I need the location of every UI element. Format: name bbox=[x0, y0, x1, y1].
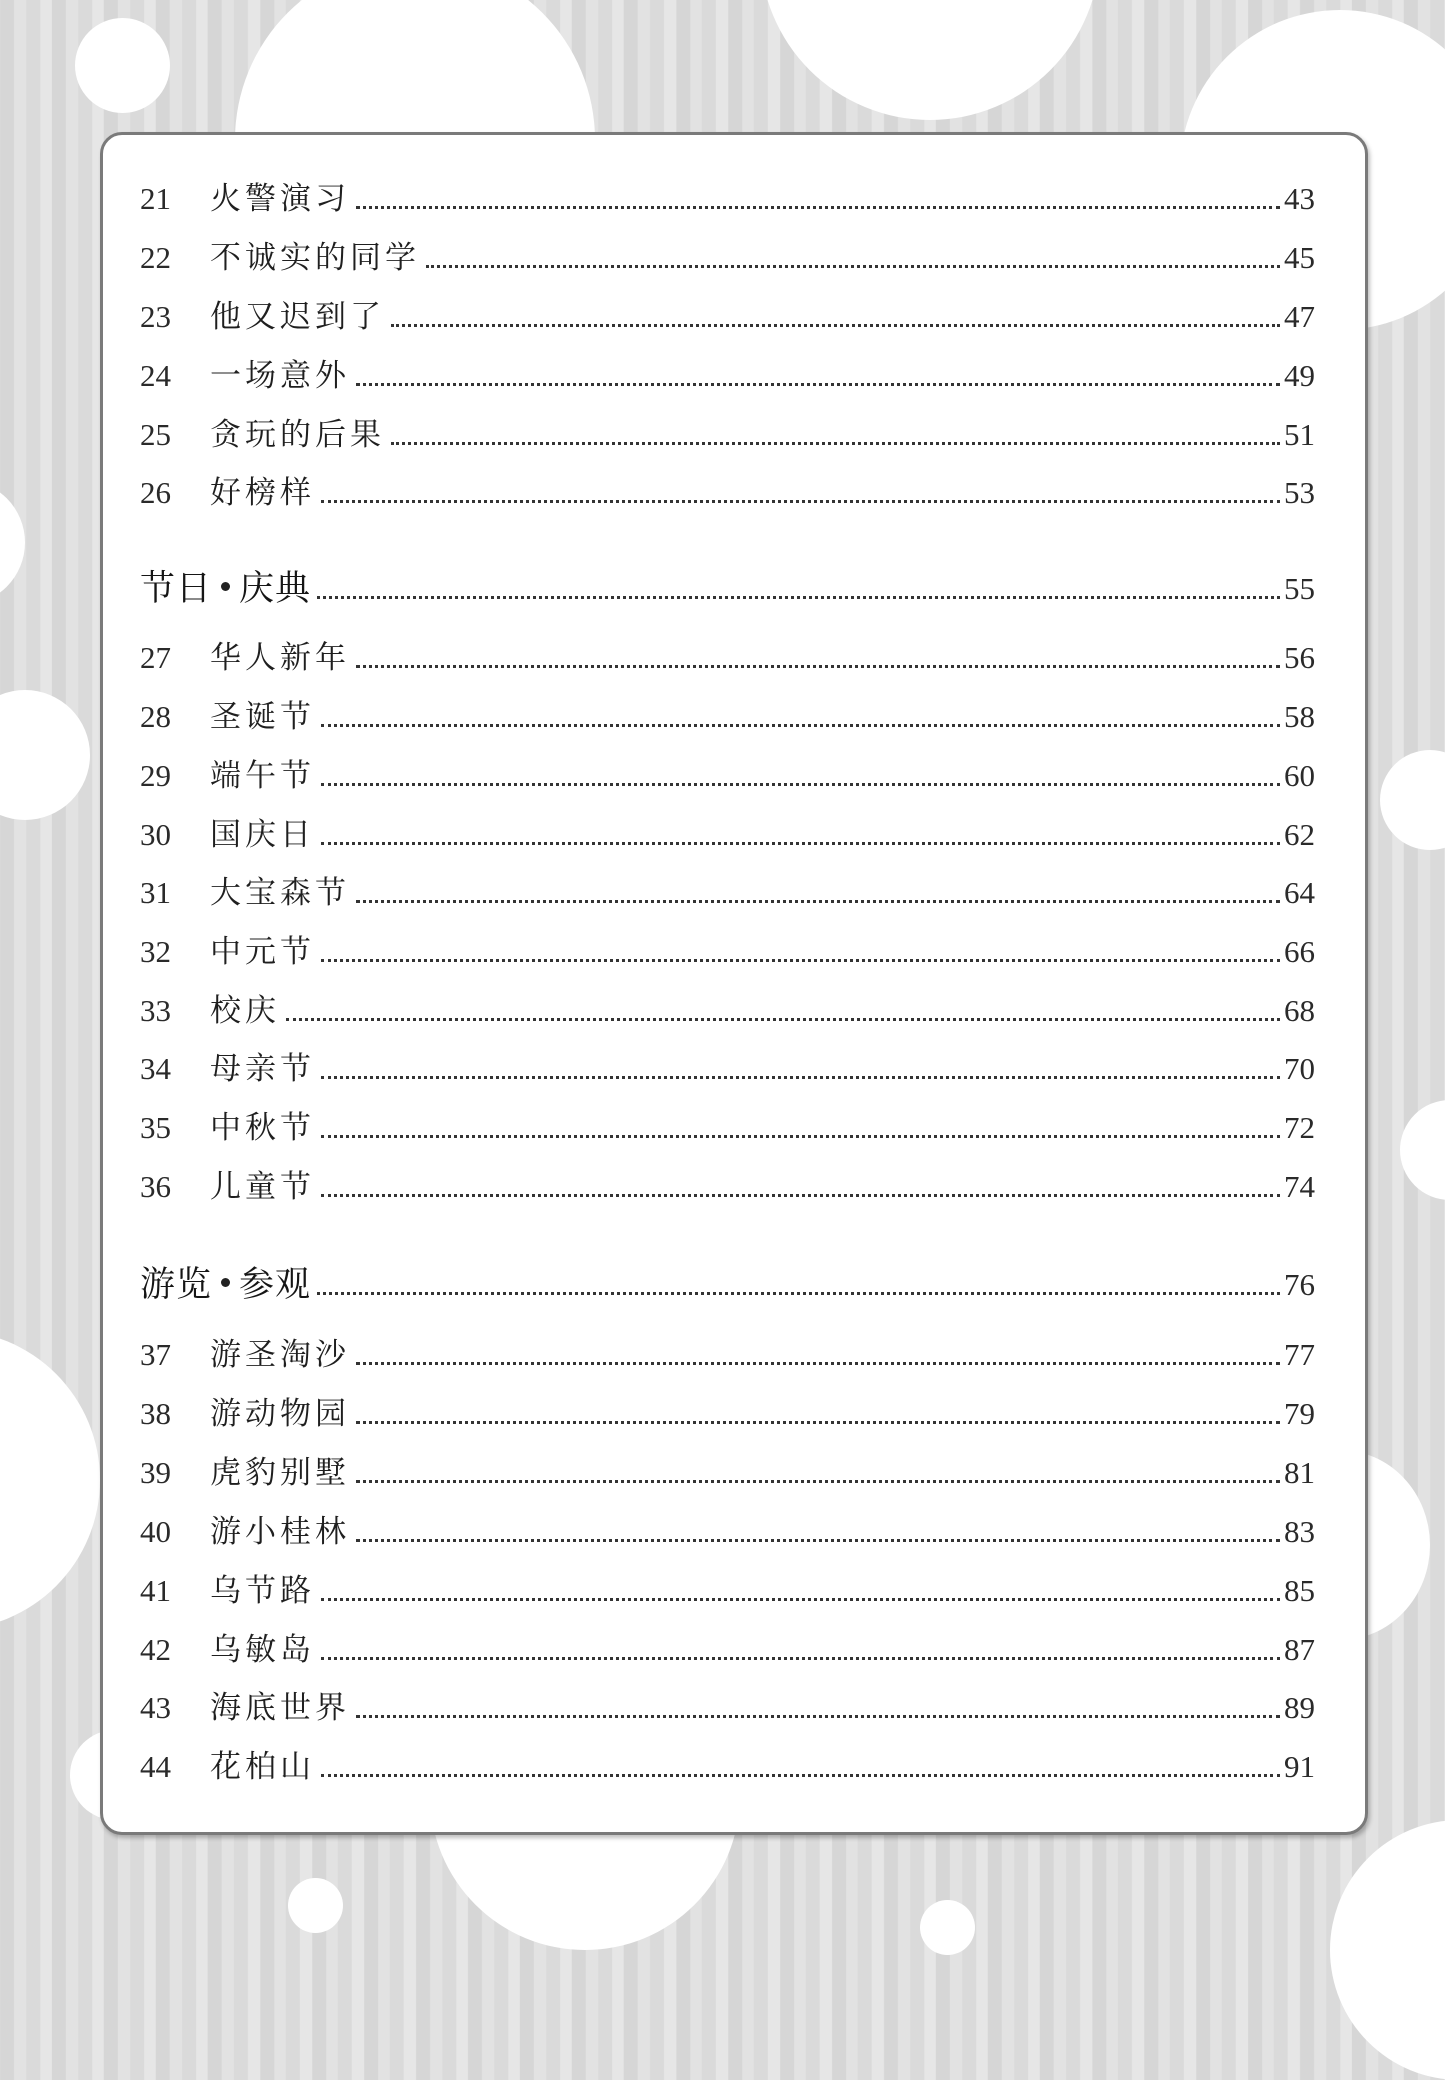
toc-entry[interactable] bbox=[140, 1333, 1315, 1377]
chapter-number: 29 bbox=[140, 758, 171, 793]
chapter-title: 华人新年 bbox=[210, 640, 350, 676]
dot-leader bbox=[321, 724, 1280, 727]
toc-entry[interactable] bbox=[140, 177, 1315, 221]
chapter-title: 圣诞节 bbox=[210, 699, 315, 735]
toc-entry[interactable] bbox=[140, 1510, 1315, 1554]
toc-entry[interactable] bbox=[140, 871, 1315, 915]
page-number: 81 bbox=[1284, 1455, 1315, 1490]
chapter-title: 虎豹别墅 bbox=[210, 1455, 350, 1491]
toc-entry[interactable] bbox=[140, 354, 1315, 398]
chapter-number: 43 bbox=[140, 1690, 171, 1725]
toc-entry[interactable] bbox=[140, 1686, 1315, 1730]
toc-entry[interactable] bbox=[140, 295, 1315, 339]
dot-leader bbox=[321, 1774, 1280, 1777]
page-number: 47 bbox=[1284, 299, 1315, 334]
dot-leader bbox=[321, 842, 1280, 845]
chapter-number: 32 bbox=[140, 934, 171, 969]
background-bubble bbox=[1380, 750, 1445, 850]
chapter-title: 端午节 bbox=[210, 758, 315, 794]
toc-entry[interactable] bbox=[140, 636, 1315, 680]
toc-entry[interactable] bbox=[140, 1569, 1315, 1613]
dot-leader bbox=[321, 1076, 1280, 1079]
chapter-number: 42 bbox=[140, 1632, 171, 1667]
chapter-title: 乌敏岛 bbox=[210, 1632, 315, 1668]
chapter-title: 校庆 bbox=[210, 993, 280, 1029]
chapter-number: 34 bbox=[140, 1051, 171, 1086]
background-bubble bbox=[1400, 1100, 1445, 1200]
page-number: 45 bbox=[1284, 240, 1315, 275]
page-number: 58 bbox=[1284, 699, 1315, 734]
chapter-number: 39 bbox=[140, 1455, 171, 1490]
page-number: 77 bbox=[1284, 1337, 1315, 1372]
chapter-number: 44 bbox=[140, 1749, 171, 1784]
chapter-number: 30 bbox=[140, 817, 171, 852]
chapter-number: 38 bbox=[140, 1396, 171, 1431]
background-bubble bbox=[760, 0, 1100, 120]
dot-leader bbox=[356, 1362, 1280, 1365]
dot-leader bbox=[391, 324, 1280, 327]
page-number: 55 bbox=[1284, 571, 1315, 606]
chapter-title: 游动物园 bbox=[210, 1396, 350, 1432]
background-bubble bbox=[0, 480, 25, 605]
background-bubble bbox=[0, 1330, 100, 1630]
toc-entry[interactable] bbox=[140, 1165, 1315, 1209]
toc-entry[interactable] bbox=[140, 1745, 1315, 1789]
section-title bbox=[140, 1263, 311, 1307]
dot-leader bbox=[321, 1194, 1280, 1197]
chapter-number: 35 bbox=[140, 1110, 171, 1145]
chapter-title: 游小桂林 bbox=[210, 1514, 350, 1550]
dot-leader bbox=[426, 265, 1280, 268]
chapter-number: 37 bbox=[140, 1337, 171, 1372]
chapter-title: 母亲节 bbox=[210, 1051, 315, 1087]
dot-leader bbox=[321, 1135, 1280, 1138]
page-number: 70 bbox=[1284, 1051, 1315, 1086]
toc-entry[interactable] bbox=[140, 236, 1315, 280]
toc-entry[interactable] bbox=[140, 813, 1315, 857]
background-bubble bbox=[75, 18, 170, 113]
page-number: 89 bbox=[1284, 1690, 1315, 1725]
chapter-number: 40 bbox=[140, 1514, 171, 1549]
page-number: 66 bbox=[1284, 934, 1315, 969]
chapter-title: 贪玩的后果 bbox=[210, 417, 385, 453]
chapter-title: 儿童节 bbox=[210, 1169, 315, 1205]
bullet-separator-icon bbox=[221, 582, 230, 591]
chapter-number: 27 bbox=[140, 640, 171, 675]
chapter-title: 不诚实的同学 bbox=[210, 240, 420, 276]
dot-leader bbox=[356, 1421, 1280, 1424]
chapter-number: 28 bbox=[140, 699, 171, 734]
page-number: 72 bbox=[1284, 1110, 1315, 1145]
dot-leader bbox=[321, 783, 1280, 786]
section-title-part2: 参观 bbox=[239, 1265, 312, 1305]
toc-section-sightseeing[interactable] bbox=[140, 1263, 1315, 1307]
chapter-title: 花柏山 bbox=[210, 1749, 315, 1785]
toc-entry[interactable] bbox=[140, 1451, 1315, 1495]
chapter-number: 23 bbox=[140, 299, 171, 334]
chapter-number: 26 bbox=[140, 475, 171, 510]
section-title-part1: 游览 bbox=[140, 1265, 213, 1305]
section-title bbox=[140, 567, 311, 611]
dot-leader bbox=[356, 1539, 1280, 1542]
chapter-number: 22 bbox=[140, 240, 171, 275]
dot-leader bbox=[356, 206, 1280, 209]
chapter-number: 33 bbox=[140, 993, 171, 1028]
toc-entry[interactable] bbox=[140, 1628, 1315, 1672]
page-number: 64 bbox=[1284, 875, 1315, 910]
dot-leader bbox=[356, 665, 1280, 668]
background-bubble bbox=[0, 690, 90, 820]
dot-leader bbox=[321, 1657, 1280, 1660]
chapter-title: 国庆日 bbox=[210, 817, 315, 853]
bullet-separator-icon bbox=[221, 1278, 230, 1287]
background-bubble bbox=[1330, 1820, 1445, 2080]
dot-leader bbox=[391, 442, 1280, 445]
page-number: 79 bbox=[1284, 1396, 1315, 1431]
chapter-title: 海底世界 bbox=[210, 1690, 350, 1726]
dot-leader bbox=[286, 1018, 1280, 1021]
page-number: 87 bbox=[1284, 1632, 1315, 1667]
page-number: 56 bbox=[1284, 640, 1315, 675]
page-number: 76 bbox=[1284, 1267, 1315, 1302]
dot-leader bbox=[356, 1480, 1280, 1483]
toc-entry[interactable] bbox=[140, 1047, 1315, 1091]
chapter-title: 他又迟到了 bbox=[210, 299, 385, 335]
chapter-title: 乌节路 bbox=[210, 1573, 315, 1609]
dot-leader bbox=[356, 900, 1280, 903]
chapter-number: 36 bbox=[140, 1169, 171, 1204]
chapter-title: 中秋节 bbox=[210, 1110, 315, 1146]
dot-leader bbox=[321, 1598, 1280, 1601]
page-number: 68 bbox=[1284, 993, 1315, 1028]
chapter-number: 31 bbox=[140, 875, 171, 910]
dot-leader bbox=[317, 596, 1280, 599]
dot-leader bbox=[317, 1292, 1280, 1295]
toc-entry[interactable] bbox=[140, 1106, 1315, 1150]
dot-leader bbox=[356, 383, 1280, 386]
toc-entry[interactable] bbox=[140, 754, 1315, 798]
chapter-title: 中元节 bbox=[210, 934, 315, 970]
dot-leader bbox=[321, 500, 1280, 503]
page-number: 43 bbox=[1284, 181, 1315, 216]
chapter-title: 大宝森节 bbox=[210, 875, 350, 911]
dot-leader bbox=[321, 959, 1280, 962]
toc-entry[interactable] bbox=[140, 695, 1315, 739]
page-number: 74 bbox=[1284, 1169, 1315, 1204]
chapter-title: 好榜样 bbox=[210, 475, 315, 511]
chapter-number: 21 bbox=[140, 181, 171, 216]
chapter-number: 24 bbox=[140, 358, 171, 393]
toc-section-festivals[interactable] bbox=[140, 567, 1315, 611]
toc-entry[interactable] bbox=[140, 413, 1315, 457]
page-number: 85 bbox=[1284, 1573, 1315, 1608]
page-number: 83 bbox=[1284, 1514, 1315, 1549]
chapter-title: 游圣淘沙 bbox=[210, 1337, 350, 1373]
toc-entry[interactable] bbox=[140, 471, 1315, 515]
page-number: 91 bbox=[1284, 1749, 1315, 1784]
section-title-part1: 节日 bbox=[140, 569, 213, 609]
page-number: 49 bbox=[1284, 358, 1315, 393]
page-number: 60 bbox=[1284, 758, 1315, 793]
chapter-title: 一场意外 bbox=[210, 358, 350, 394]
chapter-number: 25 bbox=[140, 417, 171, 452]
toc-entry[interactable] bbox=[140, 930, 1315, 974]
dot-leader bbox=[356, 1715, 1280, 1718]
background-bubble bbox=[288, 1878, 343, 1933]
page-number: 62 bbox=[1284, 817, 1315, 852]
toc-entry[interactable] bbox=[140, 1392, 1315, 1436]
toc-entry[interactable] bbox=[140, 989, 1315, 1033]
background-bubble bbox=[920, 1900, 975, 1955]
page-number: 51 bbox=[1284, 417, 1315, 452]
chapter-title: 火警演习 bbox=[210, 181, 350, 217]
chapter-number: 41 bbox=[140, 1573, 171, 1608]
page-number: 53 bbox=[1284, 475, 1315, 510]
section-title-part2: 庆典 bbox=[239, 569, 312, 609]
